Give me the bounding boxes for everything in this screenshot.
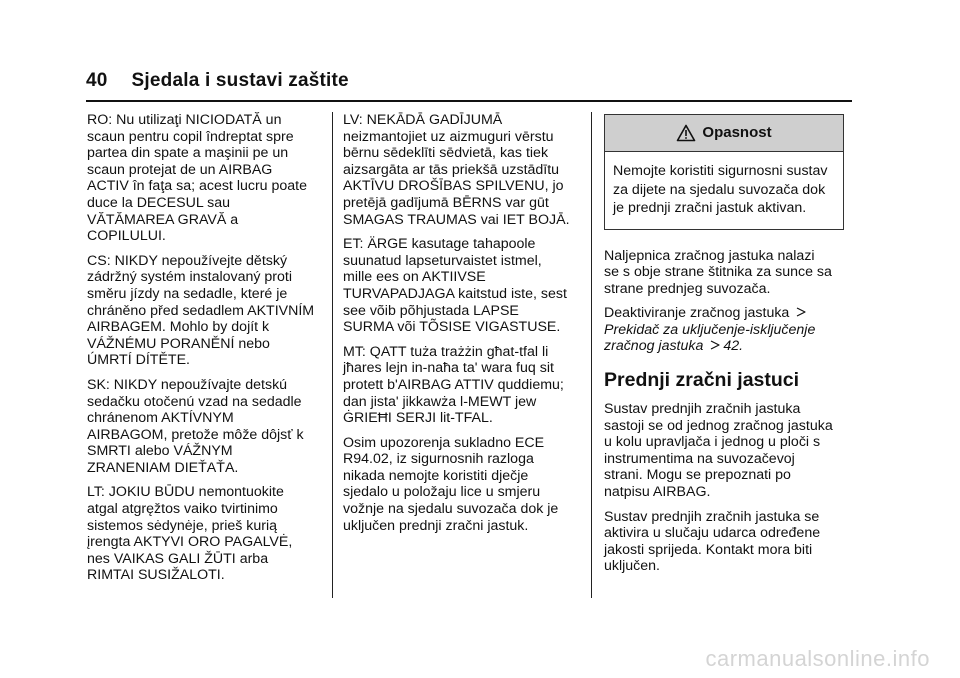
column-divider-1 <box>332 112 333 598</box>
warning-text-lv: LV: NEKĀDĀ GADĪJUMĀ neizmantojiet uz aizmuguri vērstu bērnu sēdeklīti sēdvietā, kas tiek aizsargāta ar tās priekšā uzstādītu AKTĪVU DROŠĪBAS SPILVENU, jo pretējā gadījumā BĒRNS var gūt SMAGAS TRAUMAS vai IET BOJĀ. <box>343 112 570 228</box>
ece-note: Osim upozorenja sukladno ECE R94.02, iz sigurnosnih razloga nikada nemojte koristiti dječje sjedalo u položaju lice u smjeru vožnje na sjedalu suvozača dok je uključen prednji zračni jastuk. <box>343 434 559 534</box>
warning-text-et: ET: ÄRGE kasutage tahapoole suunatud lapseturvaistet istmel, mille ees on AKTIIVSE TURVAPADJAGA kaitstud iste, sest see võib põhjustada LAPSE SURMA või TÕSISE VIGASTUSE. <box>343 236 567 336</box>
airbag-label-location: Naljepnica zračnog jastuka nalazi se s obje strane štitnika za sunce sa strane prednjeg suvozača. <box>604 247 832 297</box>
reference-link-text-1[interactable]: Prekidač za uključenje-isključenje <box>604 321 816 338</box>
watermark: carmanualsonline.info <box>705 646 930 671</box>
column-3 <box>604 112 848 583</box>
front-airbag-description: Sustav prednjih zračnih jastuka sastoji se od jednog zračnog jastuka u kolu upravljača i jednog u ploči s instrumentima na suvozačevoj strani. Mogu se prepoznati po natpisu AIRBAG. <box>604 401 833 501</box>
header-rule <box>86 100 852 102</box>
page-title: Sjedala i sustavi zaštite <box>131 70 349 91</box>
deactivation-label: Deaktiviranje zračnog jastuka <box>604 305 790 322</box>
warning-text-cs: CS: NIKDY nepoužívejte dětský zádržný systém instalovaný proti směru jízdy na sedadle, které je chráněno před sedadlem AKTIVNÍM AIRBAGEM. Mohlo by dojít k VÁŽNÉMU PORANĚNÍ nebo ÚMRTÍ DÍTĚTE. <box>87 252 315 369</box>
warning-text-mt: MT: QATT tuża trażżin għat-tfal li jħares lejn in-naħa ta' wara fuq sit protett b'AIRBAG ATTIV quddiemu; dan jista' jikkawża l-MEWT jew ĠRIEĦI SERJI lit-TFAL. <box>343 343 564 427</box>
danger-box <box>604 114 844 230</box>
warning-text-lt: LT: JOKIU BŪDU nemontuokite atgal atgręžtos vaiko tvirtinimo sistemos sėdynėje, prieš kurią įrengta AKTYVI ORO PAGALVĖ, nes VAIKAS GALI ŽŪTI arba RIMTAI SUSIŽALOTI. <box>87 484 293 584</box>
danger-box-header <box>605 115 843 152</box>
page-number: 40 <box>86 70 108 91</box>
section-title: Prednji zračni jastuci <box>604 369 800 392</box>
column-divider-2 <box>591 112 592 598</box>
danger-label: Opasnost <box>702 123 772 141</box>
warning-text-ro: RO: Nu utilizaţi NICIODATĂ un scaun pentru copil îndreptat spre partea din spate a maşinii pe un scaun protejat de un AIRBAG ACTIV în faţa sa; acest lucru poate duce la DECESUL sau VĂTĂMAREA GRAVĂ a COPILULUI. <box>87 112 308 245</box>
reference-link-text-2[interactable]: zračnog jastuka <box>604 338 704 355</box>
deactivation-paragraph: Deaktiviranje zračnog jastuka Prekidač za uključenje-isključenje zračnog jastuka 42. <box>604 305 816 355</box>
column-1 <box>87 112 323 592</box>
warning-triangle-icon <box>676 124 696 142</box>
column-2 <box>343 112 579 542</box>
reference-page-number[interactable]: 42 <box>723 338 740 355</box>
page-reference-icon <box>709 339 721 351</box>
warning-text-sk: SK: NIKDY nepoužívajte detskú sedačku otočenú vzad na sedadle chránenom AKTÍVNYM AIRBAGOM, pretože môže dôjsť k SMRTI alebo VÁŽNYM ZRANENIAM DIEŤAŤA. <box>87 376 304 476</box>
page-reference-icon <box>795 306 807 318</box>
front-airbag-activation: Sustav prednjih zračnih jastuka se aktivira u slučaju udarca određene jakosti sprijeda. Kontakt mora biti uključen. <box>604 508 821 575</box>
page-header <box>86 70 349 92</box>
danger-text: Nemojte koristiti sigurnosni sustav za dijete na sjedalu suvozača dok je prednji zračni jastuk aktivan. <box>613 163 828 216</box>
